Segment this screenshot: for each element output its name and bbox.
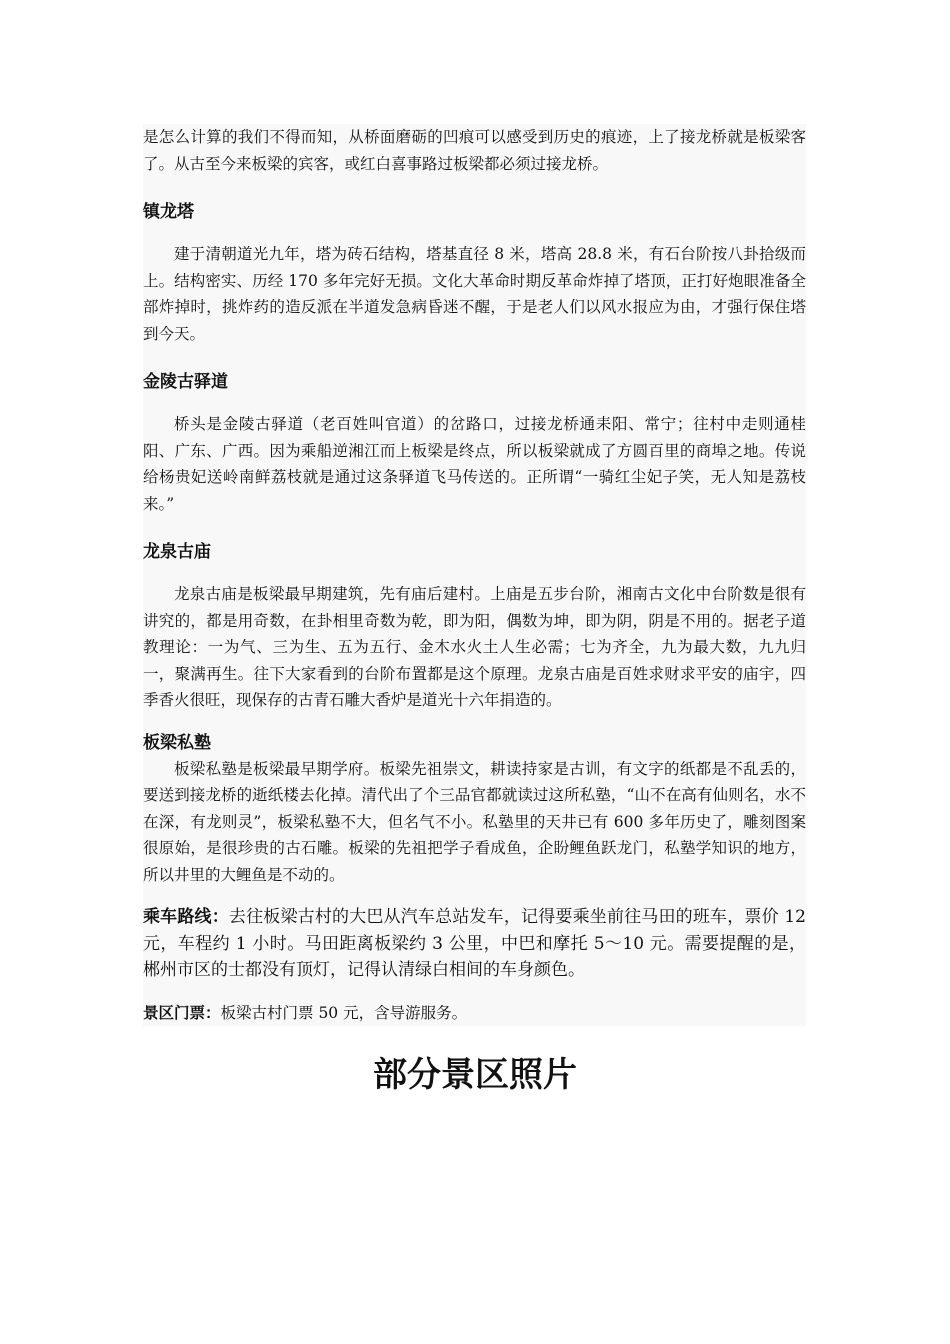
transport-paragraph (143, 904, 806, 984)
intro-paragraph: 是怎么计算的我们不得而知，从桥面磨砺的凹痕可以感受到历史的痕迹，上了接龙桥就是板梁客了。从古至今来板梁的宾客，或红白喜事路过板梁都必须过接龙桥。 (143, 128, 806, 173)
section-title-zhenlong-tower: 镇龙塔 (143, 202, 194, 222)
ticket-text: 板梁古村门票 50 元，含导游服务。 (220, 1003, 468, 1022)
transport-label: 乘车路线： (143, 907, 229, 927)
section-title-longquan-temple: 龙泉古庙 (143, 542, 211, 562)
section-body-zhenlong-tower: 建于清朝道光九年，塔为砖石结构，塔基直径 8 米，塔高 28.8 米，有石台阶按八卦拾级而上。结构密实、历经 170 多年完好无损。文化大革命时期反革命炸掉了塔顶，正打好炮眼准备全部炸掉时，挑炸药的造反派在半道发急病昏迷不醒，于是老人们以风水报应为由，才强行保住塔到今天。 (143, 245, 806, 343)
ticket-paragraph (143, 1000, 806, 1027)
ticket-label: 景区门票： (143, 1003, 221, 1022)
section-body-longquan-temple: 龙泉古庙是板梁最早期建筑，先有庙后建村。上庙是五步台阶，湘南古文化中台阶数是很有讲究的，都是用奇数，在卦相里奇数为乾，即为阳，偶数为坤，即为阴，阴是不用的。据老子道教理论：一为气、三为生、五为五行、金木水火土人生必需；七为齐全，九为最大数，九九归一，聚满再生。往下大家看到的台阶布置都是这个原理。龙泉古庙是百姓求财求平安的庙宇，四季香火很旺，现保存的古青石雕大香炉是道光十六年捐造的。 (143, 585, 806, 709)
photos-section-title: 部分景区照片 (373, 1055, 577, 1095)
transport-text: 去往板梁古村的大巴从汽车总站发车，记得要乘坐前往马田的班车，票价 12 元，车程约 1 小时。马田距离板梁约 3 公里，中巴和摩托 5～10 元。需要提醒的是，郴州市区的士都没有顶灯，记得认清绿白相间的车身颜色。 (143, 907, 806, 980)
section-title-private-school: 板梁私塾 (143, 732, 211, 753)
section-title-jinling-road: 金陵古驿道 (143, 372, 228, 392)
section-body-private-school: 板梁私塾是板梁最早期学府。板梁先祖崇文，耕读持家是古训，有文字的纸都是不乱丢的，要送到接龙桥的逝纸楼去化掉。清代出了个三品官都就读过这所私塾，“山不在高有仙则名，水不在深，有龙则灵”，板梁私塾不大，但名气不小。私塾里的天井已有 600 多年历史了，雕刻图案很原始，是很珍贵的古石雕。板梁的先祖把学子看成鱼，企盼鲤鱼跃龙门，私塾学知识的地方，所以井里的大鲤鱼是不动的。 (143, 759, 806, 884)
document-body (143, 124, 806, 1026)
section-body-jinling-road: 桥头是金陵古驿道（老百姓叫官道）的岔路口，过接龙桥通耒阳、常宁；往村中走则通桂阳、广东、广西。因为乘船逆湘江而上板梁是终点，所以板梁就成了方圆百里的商埠之地。传说给杨贵妃送岭南鲜荔枝就是通过这条驿道飞马传送的。正所谓“一骑红尘妃子笑，无人知是荔枝来。” (143, 415, 806, 513)
